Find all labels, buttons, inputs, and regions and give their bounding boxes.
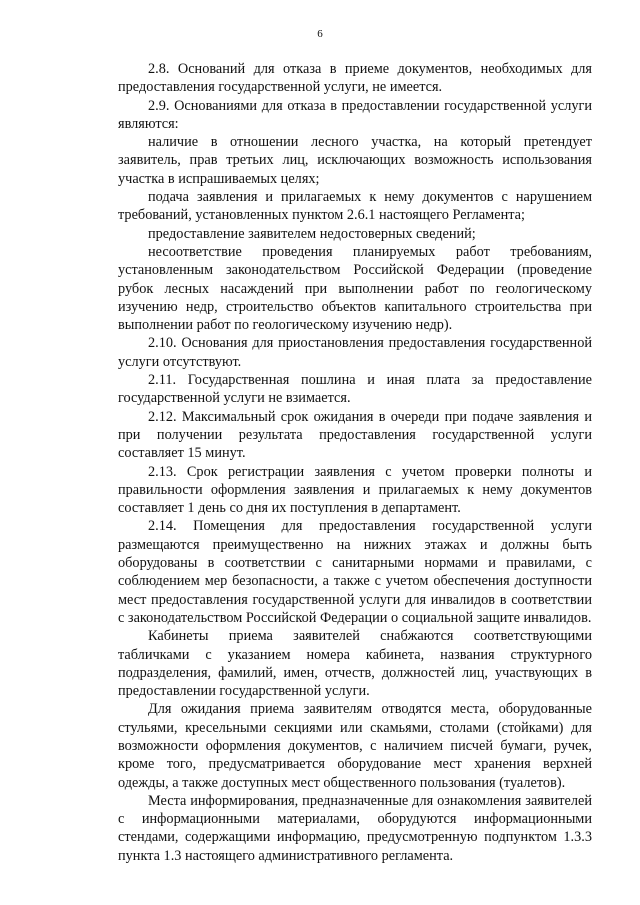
paragraph-2-10: 2.10. Основания для приостановления предоставления государственной услуги отсутствуют. [118, 335, 592, 370]
paragraph-2-14: 2.14. Помещения для предоставления государственной услуги размещаются преимущественно на нижних этажах и должны быть оборудованы в соответствии с санитарными нормами и правилами, с соблюдением мер безопасности, а также с учетом обеспечения доступности мест предоставления государственной услуги для инвалидов в соответствии с законодательством Российской Федерации о социальной защите инвалидов. [118, 518, 592, 626]
paragraph-2-13: 2.13. Срок регистрации заявления с учетом проверки полноты и правильности оформления заявления и прилагаемых к нему документов составляет 1 день со дня их поступления в департамент. [118, 463, 592, 517]
paragraph-2-12: 2.12. Максимальный срок ожидания в очереди при подаче заявления и при получении результата предоставления государственной услуги составляет 15 минут. [118, 408, 592, 462]
paragraph-2-9-item-3: предоставление заявителем недостоверных сведений; [148, 225, 476, 242]
paragraph-waiting-areas: Для ожидания приема заявителям отводятся места, оборудованные стульями, кресельными секциями или скамьями, столами (стойками) для возможности оформления документов, с наличием писчей бумаги, ручек, кроме того, предусматривается оборудование мест хранения верхней одежды, а также доступных мест общественного пользования (туалетов). [118, 701, 592, 791]
paragraph-2-9-item-2: подача заявления и прилагаемых к нему документов с нарушением требований, установленных пунктом 2.6.1 настоящего Регламента; [118, 189, 592, 224]
paragraph-2-11: 2.11. Государственная пошлина и иная плата за предоставление государственной услуги не взимается. [118, 372, 592, 407]
paragraph-2-9-item-4: несоответствие проведения планируемых работ требованиям, установленным законодательством Российской Федерации (проведение рубок лесных насаждений при выполнении работ по геологическому изучению недр, строительство объектов капитального строительства при выполнении работ по геологическому изучению недр). [118, 243, 592, 334]
paragraph-2-9: 2.9. Основаниями для отказа в предоставлении государственной услуги являются: [118, 97, 592, 132]
document-body [118, 60, 592, 865]
paragraph-information-areas: Места информирования, предназначенные для ознакомления заявителей с информационными материалами, оборудуются информационными стендами, содержащими информацию, предусмотренную подпунктом 1.3.3 пункта 1.3 настоящего административного регламента. [118, 792, 592, 864]
paragraph-2-9-item-1: наличие в отношении лесного участка, на который претендует заявитель, прав третьих лиц, исключающих возможность использования участка в испрашиваемых целях; [118, 134, 592, 187]
paragraph-cabinets: Кабинеты приема заявителей снабжаются соответствующими табличками с указанием номера кабинета, названия структурного подразделения, фамилий, имен, отчеств, должностей лиц, участвующих в предоставлении государственной услуги. [118, 628, 592, 700]
paragraph-2-8: 2.8. Оснований для отказа в приеме документов, необходимых для предоставления государственной услуги, не имеется. [118, 61, 592, 96]
page-number: 6 [317, 28, 323, 40]
